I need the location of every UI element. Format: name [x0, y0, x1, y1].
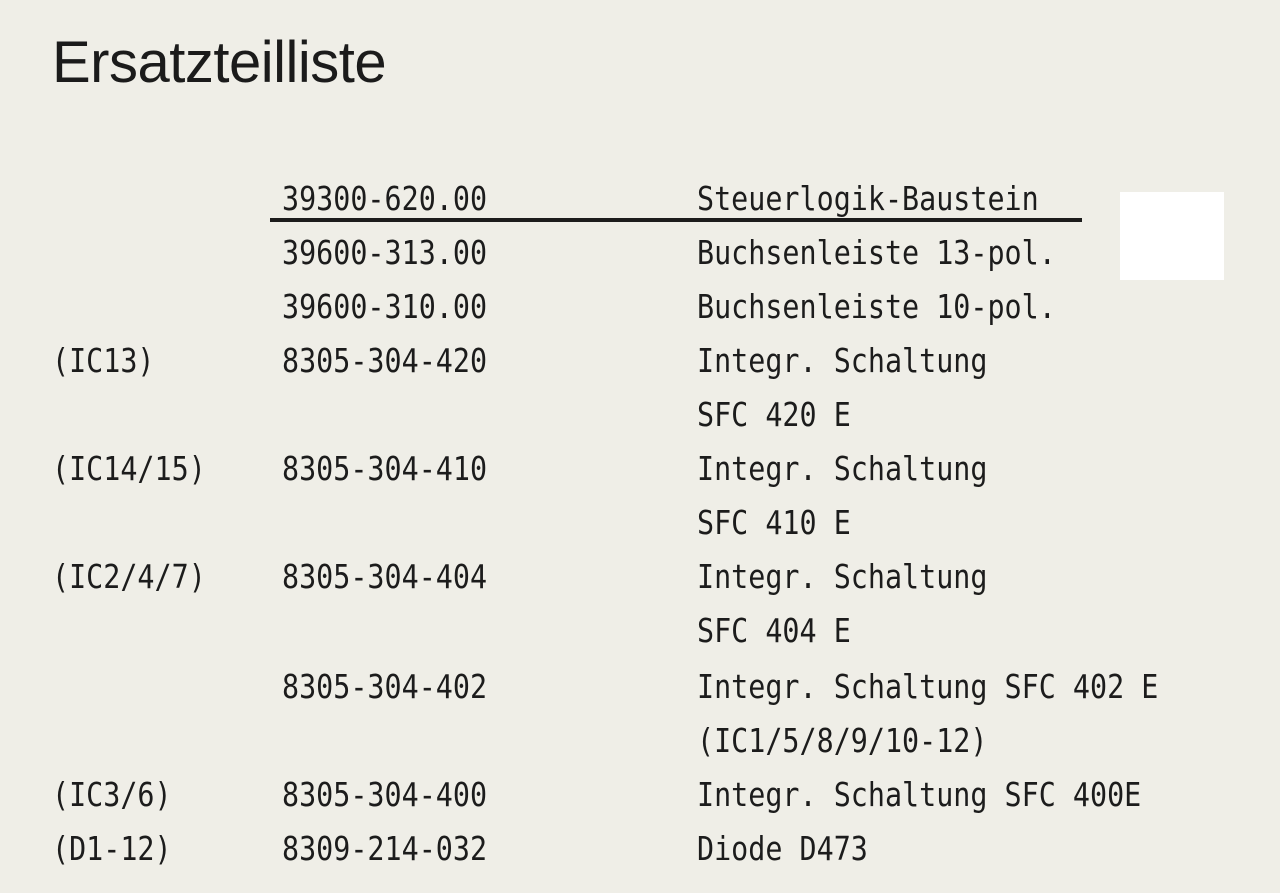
part-number: 8305-304-400	[282, 775, 488, 814]
part-number: 39300-620.00	[282, 179, 488, 218]
list-item	[0, 768, 1280, 822]
part-description: Steuerlogik-Baustein	[697, 179, 1039, 218]
reference-designator: (IC14/15)	[52, 449, 206, 488]
list-item	[0, 714, 1280, 768]
part-description: Integr. Schaltung	[697, 449, 988, 488]
list-item	[0, 822, 1280, 876]
list-item	[0, 280, 1280, 334]
part-description: SFC 404 E	[697, 611, 851, 650]
list-item	[0, 226, 1280, 280]
list-item	[0, 604, 1280, 658]
part-description: (IC1/5/8/9/10-12)	[697, 721, 988, 760]
part-description: Diode D473	[697, 829, 868, 868]
part-number: 8305-304-410	[282, 449, 488, 488]
part-description: Buchsenleiste 13-pol.	[697, 233, 1056, 272]
reference-designator: (IC3/6)	[52, 775, 172, 814]
part-description: Integr. Schaltung SFC 402 E	[697, 667, 1159, 706]
page-title: Ersatzteilliste	[52, 30, 387, 95]
list-item	[0, 334, 1280, 388]
header-underline	[270, 218, 1082, 222]
reference-designator: (IC13)	[52, 341, 155, 380]
part-number: 8305-304-404	[282, 557, 488, 596]
list-item	[0, 442, 1280, 496]
part-description: Integr. Schaltung SFC 400E	[697, 775, 1142, 814]
reference-designator: (D1-12)	[52, 829, 172, 868]
part-description: Integr. Schaltung	[697, 341, 988, 380]
part-number: 39600-310.00	[282, 287, 488, 326]
blank-patch	[1120, 192, 1224, 280]
part-number: 8309-214-032	[282, 829, 488, 868]
reference-designator: (IC2/4/7)	[52, 557, 206, 596]
list-item	[0, 550, 1280, 604]
list-item	[0, 496, 1280, 550]
list-item	[0, 388, 1280, 442]
list-item	[0, 660, 1280, 714]
part-number: 39600-313.00	[282, 233, 488, 272]
part-number: 8305-304-420	[282, 341, 488, 380]
part-description: SFC 420 E	[697, 395, 851, 434]
part-description: SFC 410 E	[697, 503, 851, 542]
part-description: Integr. Schaltung	[697, 557, 988, 596]
part-description: Buchsenleiste 10-pol.	[697, 287, 1056, 326]
part-number: 8305-304-402	[282, 667, 488, 706]
